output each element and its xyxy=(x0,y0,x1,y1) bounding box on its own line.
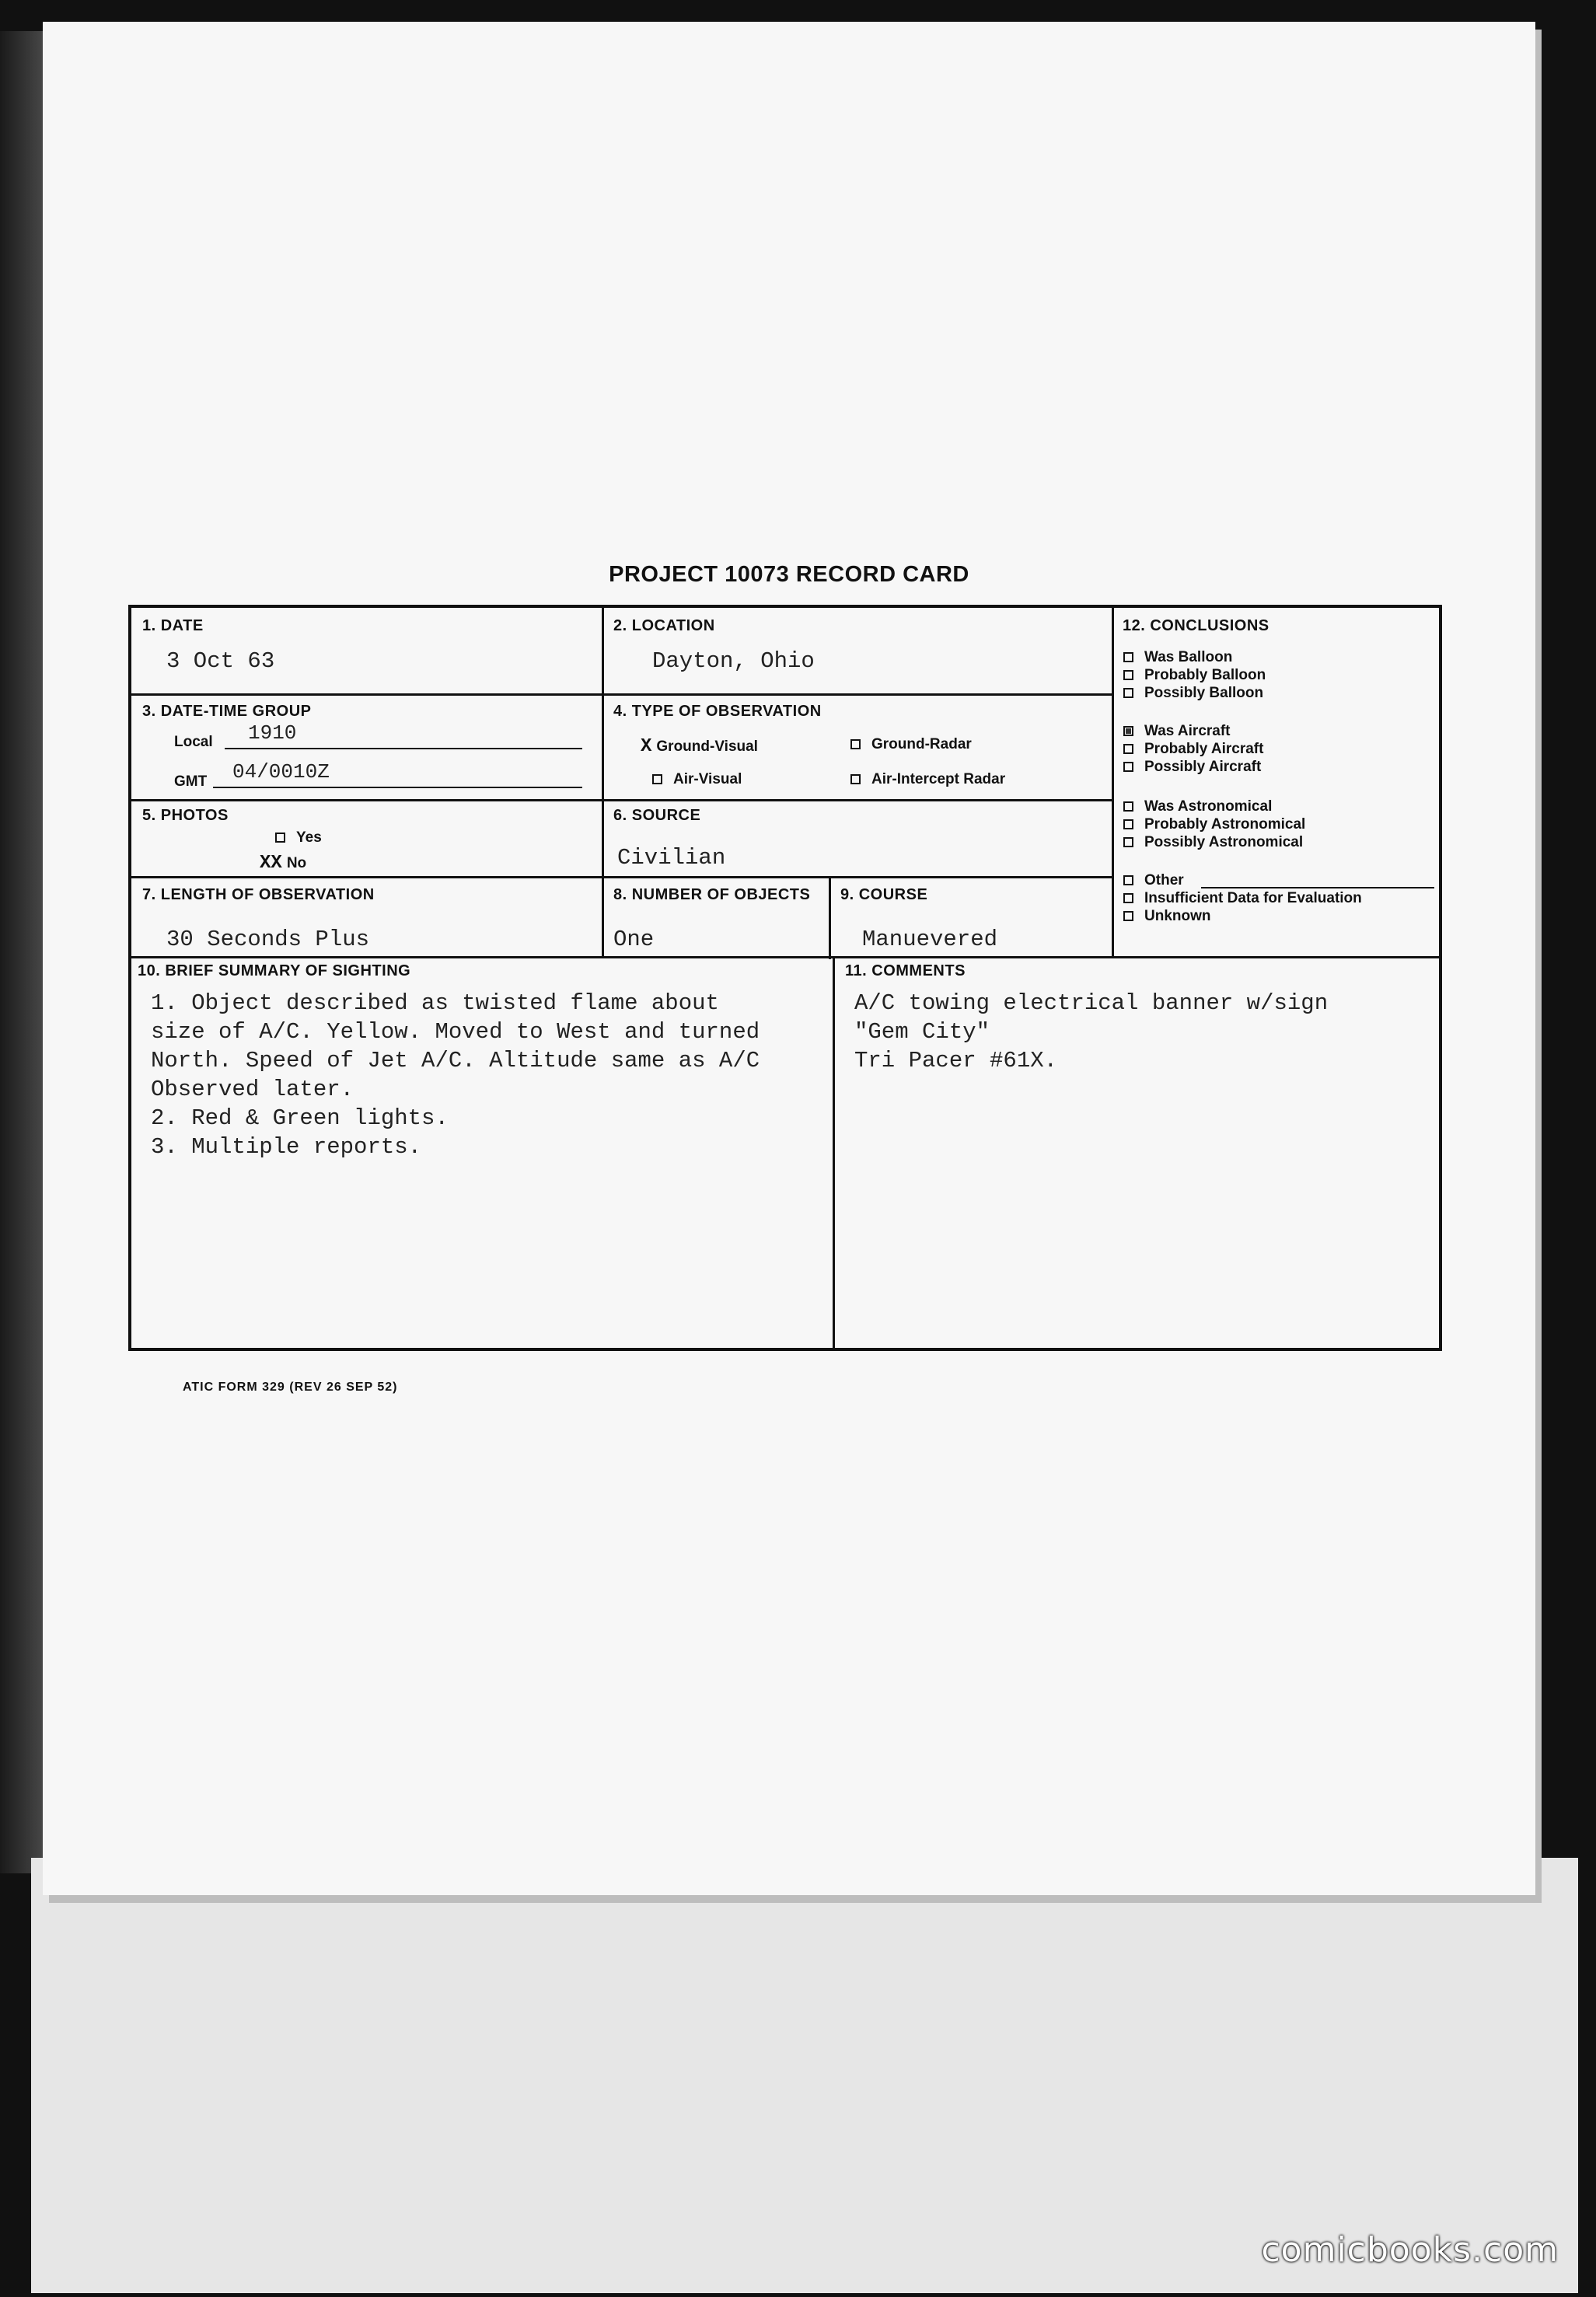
checkbox-icon xyxy=(850,774,861,784)
checkbox-icon xyxy=(652,774,662,784)
gmt-value: 04/0010Z xyxy=(232,760,330,784)
divider xyxy=(131,956,1441,958)
photos-no-label: No xyxy=(286,855,307,871)
summary-line: North. Speed of Jet A/C. Altitude same as A/C xyxy=(151,1048,760,1073)
conclusion-unknown[interactable]: Unknown xyxy=(1123,907,1211,925)
course-value: Manuevered xyxy=(862,927,998,952)
conclusion-was-astronomical[interactable]: Was Astronomical xyxy=(1123,798,1272,815)
gmt-underline xyxy=(213,787,582,788)
checkbox-icon xyxy=(1123,875,1133,885)
conclusion-probably-aircraft[interactable]: Probably Aircraft xyxy=(1123,740,1263,758)
summary-line: 1. Object described as twisted flame about xyxy=(151,990,719,1016)
lower-sheet xyxy=(31,1858,1578,2293)
checked-box-icon xyxy=(1123,726,1133,736)
air-visual-label: Air-Visual xyxy=(673,771,742,787)
conclusion-probably-astronomical[interactable]: Probably Astronomical xyxy=(1123,815,1305,833)
date-label: 1. DATE xyxy=(142,617,204,634)
card-title: PROJECT 10073 RECORD CARD xyxy=(609,562,969,587)
comments-line: A/C towing electrical banner w/sign xyxy=(854,990,1329,1016)
conclusion-probably-balloon[interactable]: Probably Balloon xyxy=(1123,666,1266,684)
checkbox-icon xyxy=(1123,670,1133,680)
photos-no-option[interactable] xyxy=(260,853,306,874)
summary-line: 3. Multiple reports. xyxy=(151,1134,422,1160)
conclusion-was-aircraft[interactable]: Was Aircraft xyxy=(1123,722,1231,740)
course-label: 9. COURSE xyxy=(840,886,928,903)
x-mark: X xyxy=(641,736,652,757)
form-footer: ATIC FORM 329 (REV 26 SEP 52) xyxy=(183,1381,398,1394)
air-intercept-radar-option[interactable] xyxy=(850,771,1005,788)
type-of-observation-label: 4. TYPE OF OBSERVATION xyxy=(613,703,822,720)
conclusion-possibly-balloon[interactable]: Possibly Balloon xyxy=(1123,684,1263,702)
divider xyxy=(131,693,1112,696)
number-of-objects-value: One xyxy=(613,927,655,952)
source-label: 6. SOURCE xyxy=(613,807,701,824)
conclusions-label: 12. CONCLUSIONS xyxy=(1123,617,1269,634)
checkbox-icon xyxy=(1123,762,1133,772)
conclusions-list xyxy=(1123,648,1438,951)
comments-line: Tri Pacer #61X. xyxy=(854,1048,1058,1073)
x-mark: XX xyxy=(260,853,282,874)
number-of-objects-label: 8. NUMBER OF OBJECTS xyxy=(613,886,811,903)
divider xyxy=(833,956,835,1351)
air-intercept-radar-label: Air-Intercept Radar xyxy=(871,771,1006,787)
summary-line: 2. Red & Green lights. xyxy=(151,1105,449,1131)
document-page xyxy=(43,22,1535,1895)
photos-yes-option[interactable] xyxy=(275,829,322,847)
ground-visual-label: Ground-Visual xyxy=(656,738,758,755)
checkbox-icon xyxy=(1123,837,1133,847)
summary-line: Observed later. xyxy=(151,1077,354,1102)
local-underline xyxy=(225,748,582,749)
watermark: comicbooks.com xyxy=(1261,2230,1559,2270)
photos-label: 5. PHOTOS xyxy=(142,807,229,824)
checkbox-icon xyxy=(850,739,861,749)
conclusion-possibly-astronomical[interactable]: Possibly Astronomical xyxy=(1123,833,1303,851)
comments-label: 11. COMMENTS xyxy=(845,962,966,979)
checkbox-icon xyxy=(1123,911,1133,921)
local-label: Local xyxy=(174,734,213,750)
other-underline xyxy=(1201,887,1434,888)
date-time-group-label: 3. DATE-TIME GROUP xyxy=(142,703,312,720)
ground-visual-option[interactable] xyxy=(641,736,758,757)
checkbox-icon xyxy=(1123,893,1133,903)
photos-yes-label: Yes xyxy=(296,829,322,846)
summary-label: 10. BRIEF SUMMARY OF SIGHTING xyxy=(138,962,411,979)
checkbox-icon xyxy=(1123,801,1133,812)
checkbox-icon xyxy=(1123,688,1133,698)
conclusion-insufficient-data[interactable]: Insufficient Data for Evaluation xyxy=(1123,889,1362,907)
ground-radar-label: Ground-Radar xyxy=(871,736,972,752)
conclusion-other[interactable]: Other xyxy=(1123,871,1184,889)
local-value: 1910 xyxy=(248,721,297,745)
checkbox-icon xyxy=(1123,652,1133,662)
conclusion-was-balloon[interactable]: Was Balloon xyxy=(1123,648,1232,666)
divider xyxy=(602,608,604,958)
summary-line: size of A/C. Yellow. Moved to West and turned xyxy=(151,1019,760,1045)
length-value: 30 Seconds Plus xyxy=(166,927,370,952)
date-value: 3 Oct 63 xyxy=(166,648,275,674)
divider xyxy=(131,876,1112,878)
divider xyxy=(131,799,1112,801)
location-label: 2. LOCATION xyxy=(613,617,715,634)
location-value: Dayton, Ohio xyxy=(652,648,815,674)
source-value: Civilian xyxy=(617,845,726,871)
divider xyxy=(829,876,831,959)
gmt-label: GMT xyxy=(174,773,208,790)
divider xyxy=(1112,608,1114,958)
checkbox-icon xyxy=(1123,744,1133,754)
length-label: 7. LENGTH OF OBSERVATION xyxy=(142,886,375,903)
checkbox-icon xyxy=(275,833,285,843)
record-card xyxy=(128,605,1442,1351)
comments-line: "Gem City" xyxy=(854,1019,990,1045)
ground-radar-option[interactable] xyxy=(850,736,972,753)
checkbox-icon xyxy=(1123,819,1133,829)
conclusion-possibly-aircraft[interactable]: Possibly Aircraft xyxy=(1123,758,1261,776)
air-visual-option[interactable] xyxy=(652,771,742,788)
